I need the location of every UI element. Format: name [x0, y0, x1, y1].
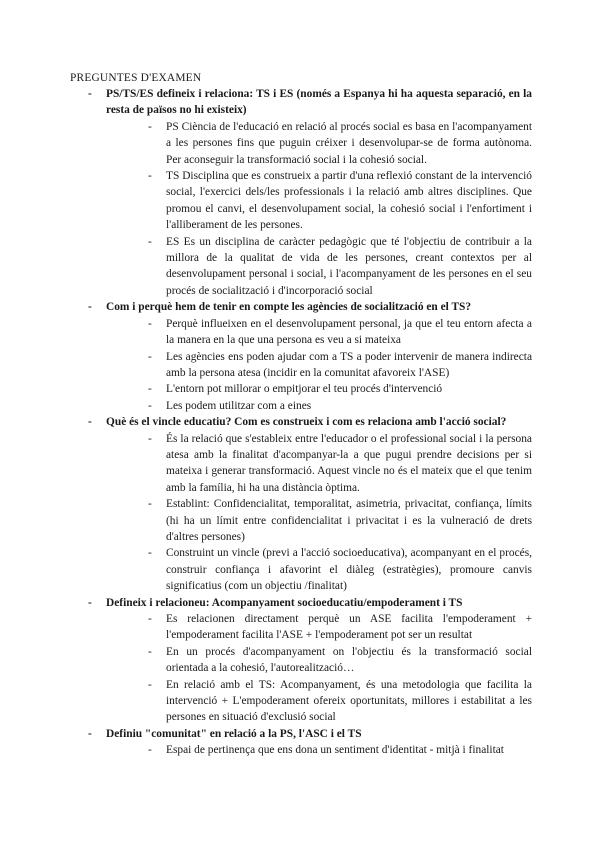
bullet-marker: -: [88, 88, 92, 100]
sub-bullet-marker: -: [148, 399, 152, 412]
answer-text: ES Es un disciplina de caràcter pedagògic que té l'objectiu de contribuir a la millora de la qualitat de vida de les persones, creant contextos per al desenvolupament personal i social, i l'acompanyament de les persones en el seu procés de socialització i d'incorporació social: [166, 235, 532, 297]
answer-item: [148, 381, 532, 397]
question-item: [88, 595, 532, 726]
answer-text: Les podem utilitzar com a eines: [166, 399, 312, 412]
answer-text: Perquè influeixen en el desenvolupament personal, ja que el teu entorn afecta a la manera en la que una persona es veu a si mateixa: [166, 317, 532, 347]
answer-text: És la relació que s'estableix entre l'educador o el professional social i la persona atesa amb la finalitat d'acompanyar-la a que pugui prendre decisions per si mateixa i generar transformació. Aquest vincle no és el mateix que el que tenim amb la família, hi ha una distància òptima.: [166, 432, 532, 494]
answer-item: [148, 349, 532, 382]
answer-text: PS Ciència de l'educació en relació al procés social es basa en l'acompanyament a les persones fins que puguin créixer i desenvolupar-se de forma autònoma. Per aconseguir la transformació social i la cohesió social.: [166, 120, 532, 166]
bullet-marker: -: [88, 416, 92, 429]
answer-item: [148, 545, 532, 594]
answer-text: Les agències ens poden ajudar com a TS a poder intervenir de manera indirecta amb la persona atesa (incidir en la comunitat afavoreix l'ASE): [166, 350, 532, 379]
document-title: PREGUNTES D'EXAMEN: [70, 72, 202, 84]
question-text: Què és el vincle educatiu? Com es construeix i com es relaciona amb l'acció social?: [106, 416, 507, 429]
sub-bullet-marker: -: [148, 350, 152, 363]
answer-list: [106, 611, 532, 726]
answer-item: [148, 644, 532, 677]
answer-item: [148, 316, 532, 349]
question-item: [88, 726, 532, 759]
sub-bullet-marker: -: [148, 120, 152, 133]
question-item: [88, 86, 532, 299]
answer-item: [148, 496, 532, 545]
sub-bullet-marker: -: [148, 383, 152, 396]
answer-list: [106, 742, 532, 758]
question-text: Defineix i relacioneu: Acompanyament socioeducatiu/empoderament i TS: [106, 596, 463, 609]
sub-bullet-marker: -: [148, 498, 152, 511]
answer-text: Establint: Confidencialitat, temporalitat, asimetria, privacitat, confiança, límits (hi ha un límit entre confidencialitat i privacitat i es la vulneració de drets d'altres persones): [166, 498, 532, 543]
sub-bullet-marker: -: [148, 613, 152, 625]
answer-item: [148, 677, 532, 726]
answer-item: [148, 742, 532, 758]
answer-text: En un procés d'acompanyament on l'objectiu és la transformació social orientada a la cohesió, l'autorealització…: [166, 645, 532, 675]
question-item: [88, 299, 532, 414]
answer-list: [106, 119, 532, 299]
question-list: [88, 86, 532, 759]
sub-bullet-marker: -: [148, 235, 152, 248]
bullet-marker: -: [88, 727, 92, 740]
answer-text: Espai de pertinença que ens dona un sentiment d'identitat - mitjà i finalitat: [166, 744, 504, 757]
sub-bullet-marker: -: [148, 547, 152, 560]
sub-bullet-marker: -: [148, 317, 152, 330]
answer-item: [148, 431, 532, 497]
answer-item: [148, 168, 532, 234]
sub-bullet-marker: -: [148, 678, 152, 691]
question-text: Definiu "comunitat" en relació a la PS, l'ASC i el TS: [106, 727, 362, 740]
answer-text: TS Disciplina que es construeix a partir d'una reflexió constant de la intervenció social, l'exercici dels/les professionals i la relació amb altres disciplines. Que promou el canvi, el desenvolupament social, la cohesió social i l'enfortiment i l'alliberament de les persones.: [166, 170, 532, 232]
answer-text: Construint un vincle (previ a l'acció socioeducativa), acompanyant en el procés, construir confiança i afavorint el diàleg (estratègies), promoure canvis significatius (com un objectiu /finalitat): [166, 547, 532, 593]
sub-bullet-marker: -: [148, 645, 152, 658]
sub-bullet-marker: -: [148, 170, 152, 183]
sub-bullet-marker: -: [148, 432, 152, 445]
answer-item: [148, 611, 532, 644]
sub-bullet-marker: -: [148, 744, 152, 757]
bullet-marker: -: [88, 596, 92, 609]
bullet-marker: -: [88, 301, 92, 314]
question-item: [88, 414, 532, 594]
answer-item: [148, 234, 532, 300]
answer-list: [106, 431, 532, 595]
answer-text: Es relacionen directament perquè un ASE facilita l'empoderament + l'empoderament facilita l'ASE + l'empoderament pot ser un resultat: [166, 613, 532, 642]
answer-item: [148, 398, 532, 414]
question-text: PS/TS/ES defineix i relaciona: TS i ES (només a Espanya hi ha aquesta separació, en la resta de països no hi existeix): [106, 88, 532, 117]
question-text: Com i perquè hem de tenir en compte les agències de socialització en el TS?: [106, 301, 472, 314]
answer-text: L'entorn pot millorar o empitjorar el teu procés d'intervenció: [166, 383, 443, 396]
answer-text: En relació amb el TS: Acompanyament, és una metodologia que facilita la intervenció + L'empoderament ofereix oportunitats, millores i estabilitat a les persones en situació d'exclusió social: [166, 678, 532, 724]
answer-item: [148, 119, 532, 168]
answer-list: [106, 316, 532, 414]
